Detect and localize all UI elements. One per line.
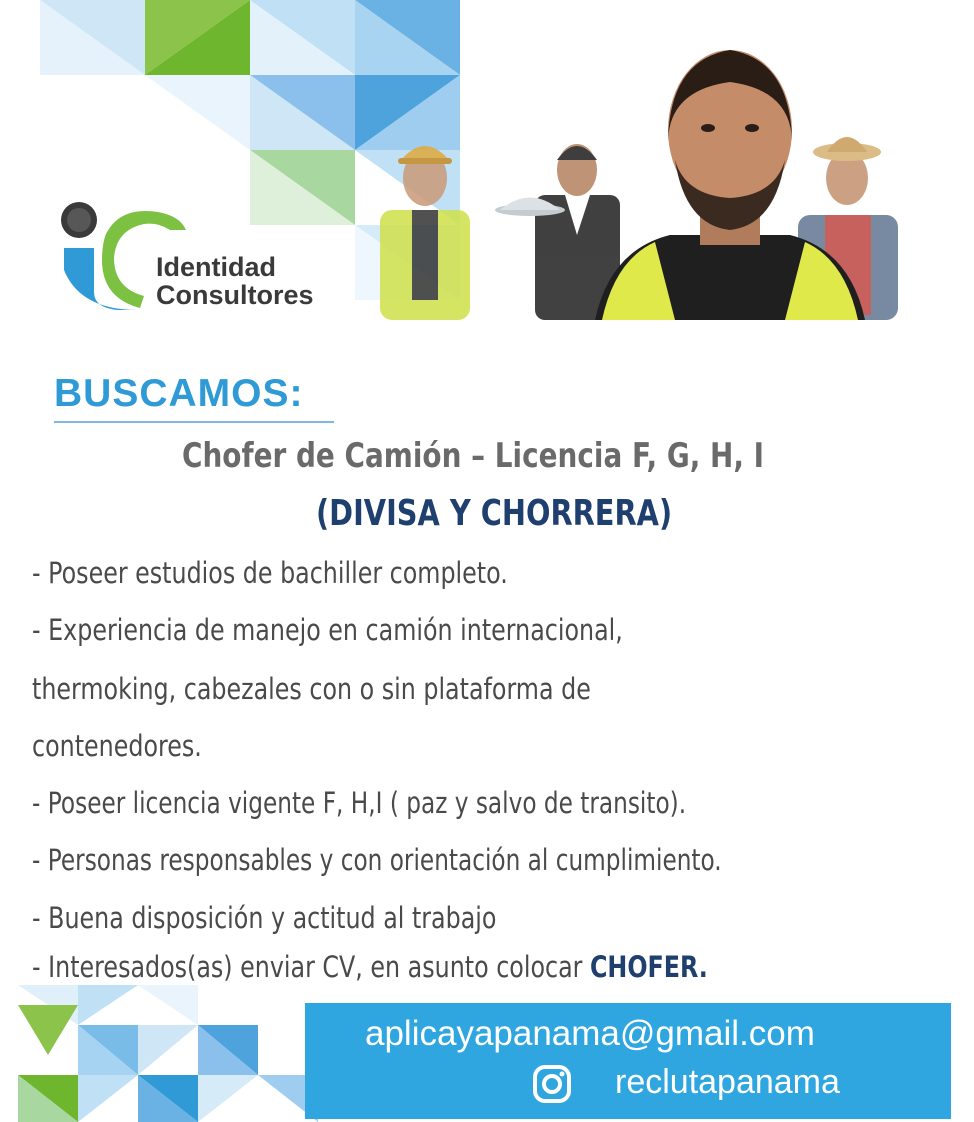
page-heading: BUSCAMOS:	[54, 372, 304, 415]
bottom-triangle-pattern	[18, 985, 318, 1122]
requirement-item: - Poseer licencia vigente F, H,I ( paz y salvo de transito).	[32, 786, 687, 820]
worker-waiter	[495, 144, 620, 320]
job-location: (DIVISA Y CHORRERA)	[316, 493, 673, 534]
job-title: Chofer de Camión – Licencia F, G, H, I	[182, 436, 765, 476]
requirement-item: - Buena disposición y actitud al trabajo	[32, 901, 497, 935]
workers-photo	[370, 20, 910, 320]
company-logo	[58, 200, 358, 315]
requirement-item: thermoking, cabezales con o sin plataforma de	[32, 672, 591, 706]
apply-keyword: CHOFER.	[589, 950, 708, 984]
apply-instruction	[32, 950, 708, 984]
logo-line1: Identidad	[156, 252, 276, 282]
requirement-item: - Personas responsables y con orientación al cumplimiento.	[32, 843, 722, 877]
apply-text: - Interesados(as) enviar CV, en asunto colocar	[32, 950, 590, 984]
requirement-item: - Experiencia de manejo en camión internacional,	[32, 613, 623, 647]
worker-main	[595, 50, 865, 320]
heading-underline	[54, 421, 334, 423]
worker-hardhat	[380, 146, 470, 320]
requirement-item: - Poseer estudios de bachiller completo.	[32, 556, 508, 590]
contact-instagram[interactable]: reclutapanama	[615, 1063, 840, 1101]
contact-bar	[305, 1003, 951, 1119]
instagram-icon[interactable]	[531, 1063, 573, 1105]
requirement-item: contenedores.	[32, 729, 202, 763]
contact-email[interactable]: aplicayapanama@gmail.com	[365, 1014, 815, 1053]
logo-line2: Consultores	[156, 280, 314, 310]
